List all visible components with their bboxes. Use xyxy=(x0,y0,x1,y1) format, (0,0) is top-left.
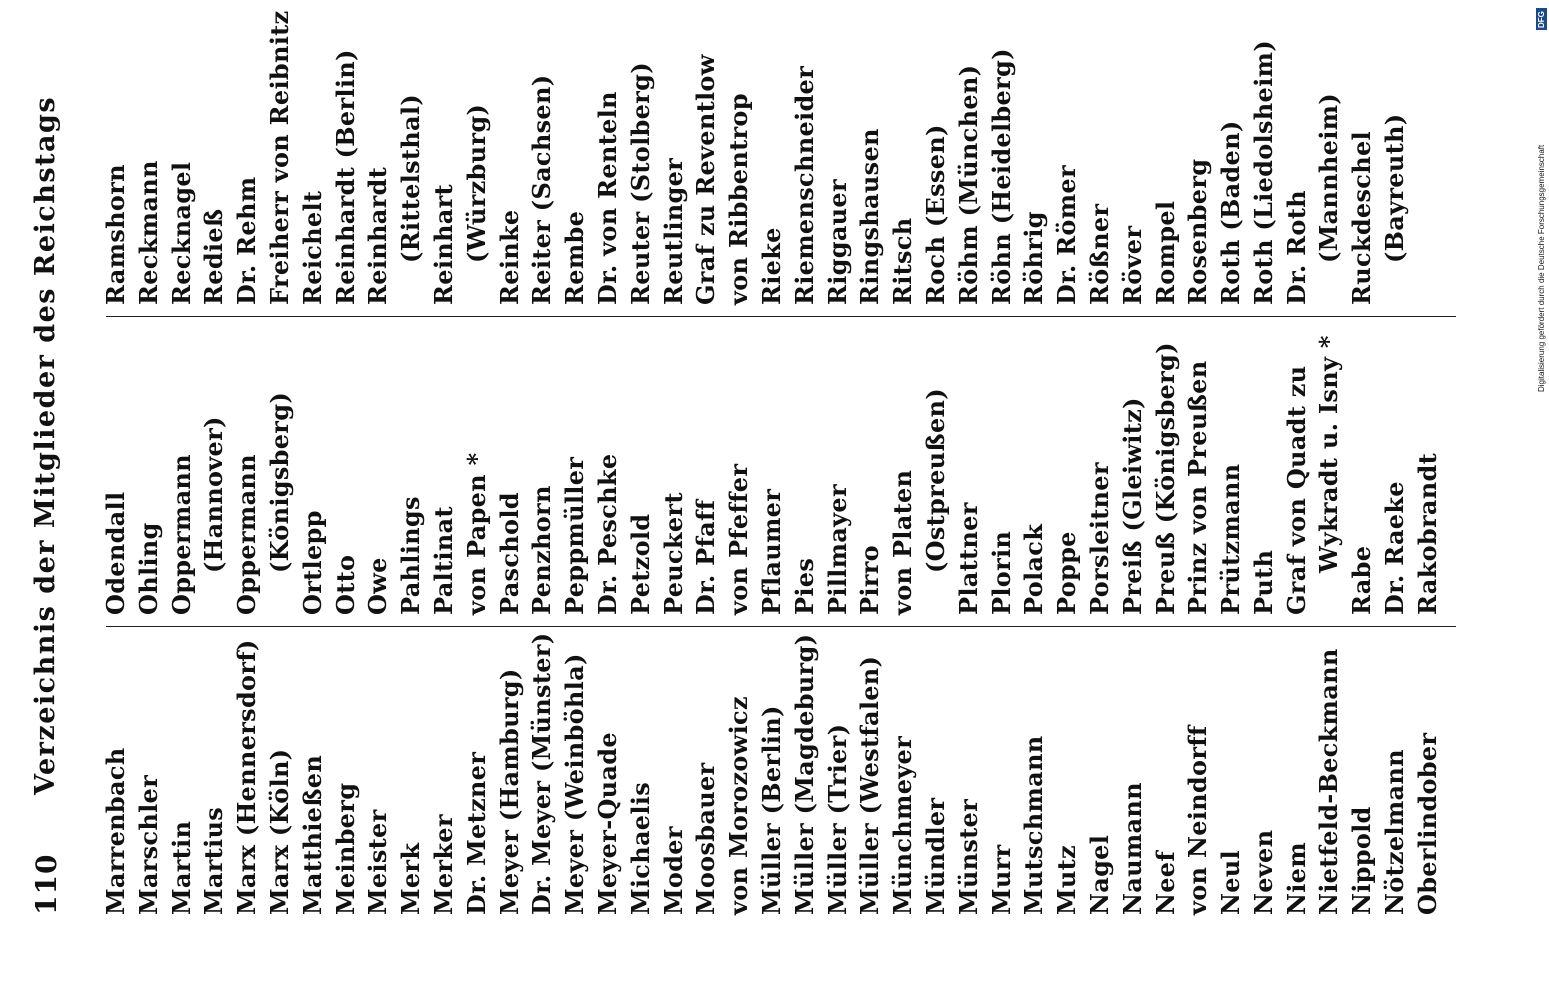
member-list xyxy=(100,10,1460,915)
member-entry: Roch (Essen) xyxy=(920,124,950,305)
member-entry: Dr. Meyer (Münster) xyxy=(527,632,557,915)
member-entry: Odendall xyxy=(101,491,130,615)
member-entry: Ortlepp xyxy=(297,510,327,615)
member-entry: Marx (Hennersdorf) xyxy=(232,639,262,915)
page-number: 110 xyxy=(30,853,63,915)
member-entry-continuation: (Königsberg) xyxy=(264,392,294,573)
member-entry: Petzold xyxy=(625,513,655,615)
member-entry: Dr. Metzner xyxy=(461,751,491,915)
member-entry-continuation: Wykradt u. Isny * xyxy=(1314,335,1344,573)
member-entry: Meyer (Weinböhla) xyxy=(560,653,590,915)
member-entry-continuation: (Hannover) xyxy=(199,416,229,573)
member-entry: Ruckdeschel xyxy=(1347,131,1377,305)
member-entry: Ramshorn xyxy=(101,164,130,305)
member-entry: Martin xyxy=(166,820,196,915)
member-entry: von Neindorff xyxy=(1183,725,1213,915)
member-entry: von Morozowicz xyxy=(724,696,754,915)
member-entry: Redieß xyxy=(199,208,229,305)
member-entry: Graf von Quadt zu xyxy=(1281,365,1311,615)
member-entry: von Platen xyxy=(888,469,918,615)
member-entry: Prinz von Preußen xyxy=(1183,360,1213,615)
member-entry: Nagel xyxy=(1084,834,1114,915)
member-entry: Graf zu Reventlow xyxy=(691,54,721,305)
member-entry: Roth (Liedolsheim) xyxy=(1248,40,1278,305)
member-entry: Pflaumer xyxy=(756,488,786,615)
member-entry: Oberlindober xyxy=(1412,732,1442,915)
member-entry: Rabe xyxy=(1347,545,1377,615)
member-entry: Ohling xyxy=(133,522,163,615)
member-entry: Niem xyxy=(1281,842,1311,915)
member-entry: Reinhardt xyxy=(363,167,393,305)
member-entry: Müller (Magdeburg) xyxy=(789,633,819,915)
member-entry: Pirro xyxy=(855,545,885,615)
member-entry: Polack xyxy=(1019,523,1049,615)
member-entry: Roth (Baden) xyxy=(1216,120,1246,305)
member-entry: Meinberg xyxy=(330,782,360,915)
member-entry: Owe xyxy=(363,557,393,615)
member-entry: Müller (Westfalen) xyxy=(855,655,885,915)
member-entry: Müller (Berlin) xyxy=(756,705,786,915)
member-column-3 xyxy=(100,10,1460,305)
member-entry: von Papen * xyxy=(461,452,491,615)
page-title: Verzeichnis der Mitglieder des Reichstags xyxy=(30,95,61,795)
member-entry: von Ribbentrop xyxy=(724,93,754,305)
member-entry: Plorin xyxy=(986,530,1016,615)
member-entry: Dr. Römer xyxy=(1052,165,1082,305)
digitization-credit xyxy=(1536,8,1547,392)
member-entry-continuation: (Mannheim) xyxy=(1314,93,1344,263)
member-entry: Dr. Pfaff xyxy=(691,499,721,615)
member-entry: Riemenschneider xyxy=(789,65,819,305)
member-entry: Reckmann xyxy=(133,160,163,305)
member-entry: Reinhart xyxy=(428,184,458,305)
member-entry: Neef xyxy=(1150,850,1180,915)
member-entry: Freiherr von Reibnitz xyxy=(264,10,294,305)
member-entry: Reichelt xyxy=(297,190,327,305)
digitization-credit-text: Digitalisierung gefördert durch die Deutsche Forschungsgemeinschaft xyxy=(1537,144,1546,392)
member-entry: Paltinat xyxy=(428,506,458,615)
member-entry: Dr. Raeke xyxy=(1380,481,1410,615)
member-entry: Röver xyxy=(1117,225,1147,305)
member-entry: Reutlinger xyxy=(658,157,688,305)
column-divider-2 xyxy=(106,316,1456,317)
member-entry: Neven xyxy=(1248,829,1278,915)
member-entry: Rieke xyxy=(756,227,786,305)
member-entry: Pahlings xyxy=(396,496,426,615)
member-entry: Reiter (Sachsen) xyxy=(527,74,557,305)
member-entry: Münchmeyer xyxy=(888,735,918,915)
member-entry: Paschold xyxy=(494,492,524,615)
member-entry: Mutz xyxy=(1052,845,1082,915)
member-entry: Preiß (Gleiwitz) xyxy=(1117,397,1147,615)
member-entry: Mutschmann xyxy=(1019,735,1049,915)
member-column-1 xyxy=(100,625,1460,915)
member-entry: Meister xyxy=(363,809,393,915)
member-entry: Moder xyxy=(658,826,688,915)
member-entry: Naumann xyxy=(1117,782,1147,915)
member-entry-continuation: (Bayreuth) xyxy=(1380,113,1410,263)
dfg-logo-text: DFG xyxy=(1537,11,1546,28)
member-entry: Ritsch xyxy=(888,217,918,305)
member-entry: Rosenberg xyxy=(1183,158,1213,305)
member-entry: Dr. Peschke xyxy=(592,453,622,615)
member-entry: Marrenbach xyxy=(101,747,130,915)
member-entry: Reuter (Stolberg) xyxy=(625,62,655,305)
member-entry: Dr. von Renteln xyxy=(592,91,622,305)
member-entry: Nietfeld-Beckmann xyxy=(1314,648,1344,915)
member-entry: Michaelis xyxy=(625,781,655,915)
member-entry: Marx (Köln) xyxy=(264,748,294,915)
member-entry: Münster xyxy=(953,798,983,915)
member-entry: Meyer-Quade xyxy=(592,732,622,915)
member-entry: von Pfeffer xyxy=(724,463,754,615)
member-entry: Dr. Roth xyxy=(1281,190,1311,305)
member-entry: Rößner xyxy=(1084,203,1114,305)
member-entry: Röhrig xyxy=(1019,211,1049,305)
member-entry: Dr. Rehm xyxy=(232,176,262,305)
member-entry: Recknagel xyxy=(166,161,196,305)
member-entry: Poppe xyxy=(1052,531,1082,615)
member-entry: Pillmayer xyxy=(822,484,852,615)
member-entry: Neul xyxy=(1216,850,1246,915)
member-entry: Pies xyxy=(789,557,819,615)
member-entry: Rompel xyxy=(1150,200,1180,305)
member-entry: Nippold xyxy=(1347,806,1377,915)
member-entry: Martius xyxy=(199,806,229,915)
member-entry: Marschler xyxy=(133,774,163,915)
member-entry: Otto xyxy=(330,554,360,615)
member-entry: Nötzelmann xyxy=(1380,749,1410,915)
member-entry: Matthießen xyxy=(297,754,327,915)
member-entry: Murr xyxy=(986,844,1016,915)
member-entry: Mündler xyxy=(920,797,950,915)
member-entry: Moosbauer xyxy=(691,762,721,915)
member-entry: Röhm (München) xyxy=(953,64,983,305)
member-entry: Rembe xyxy=(560,210,590,305)
member-entry-continuation: (Ostpreußen) xyxy=(920,388,950,573)
member-entry: Prützmann xyxy=(1216,463,1246,615)
member-entry: Puth xyxy=(1248,549,1278,615)
member-entry: Penzhorn xyxy=(527,485,557,615)
page-header xyxy=(30,35,70,915)
member-column-2 xyxy=(100,325,1460,615)
member-entry: Preuß (Königsberg) xyxy=(1150,342,1180,615)
member-entry-continuation: (Rittelsthal) xyxy=(396,94,426,263)
member-entry: Rakobrandt xyxy=(1412,453,1442,615)
column-divider-1 xyxy=(106,626,1456,627)
member-entry: Peuckert xyxy=(658,492,688,615)
member-entry: Müller (Trier) xyxy=(822,723,852,915)
member-entry: Reinhardt (Berlin) xyxy=(330,49,360,305)
member-entry-continuation: (Würzburg) xyxy=(461,103,491,263)
member-entry: Oppermann xyxy=(232,454,262,615)
member-entry: Ringshausen xyxy=(855,128,885,305)
member-entry: Oppermann xyxy=(166,454,196,615)
member-entry: Röhn (Heidelberg) xyxy=(986,48,1016,305)
member-entry: Plattner xyxy=(953,502,983,615)
member-entry: Peppmüller xyxy=(560,456,590,615)
member-entry: Merker xyxy=(428,814,458,915)
member-entry: Reinke xyxy=(494,209,524,305)
member-entry: Riggauer xyxy=(822,179,852,305)
member-entry: Merk xyxy=(396,842,426,915)
member-entry: Porsleitner xyxy=(1084,462,1114,615)
member-entry: Meyer (Hamburg) xyxy=(494,668,524,915)
